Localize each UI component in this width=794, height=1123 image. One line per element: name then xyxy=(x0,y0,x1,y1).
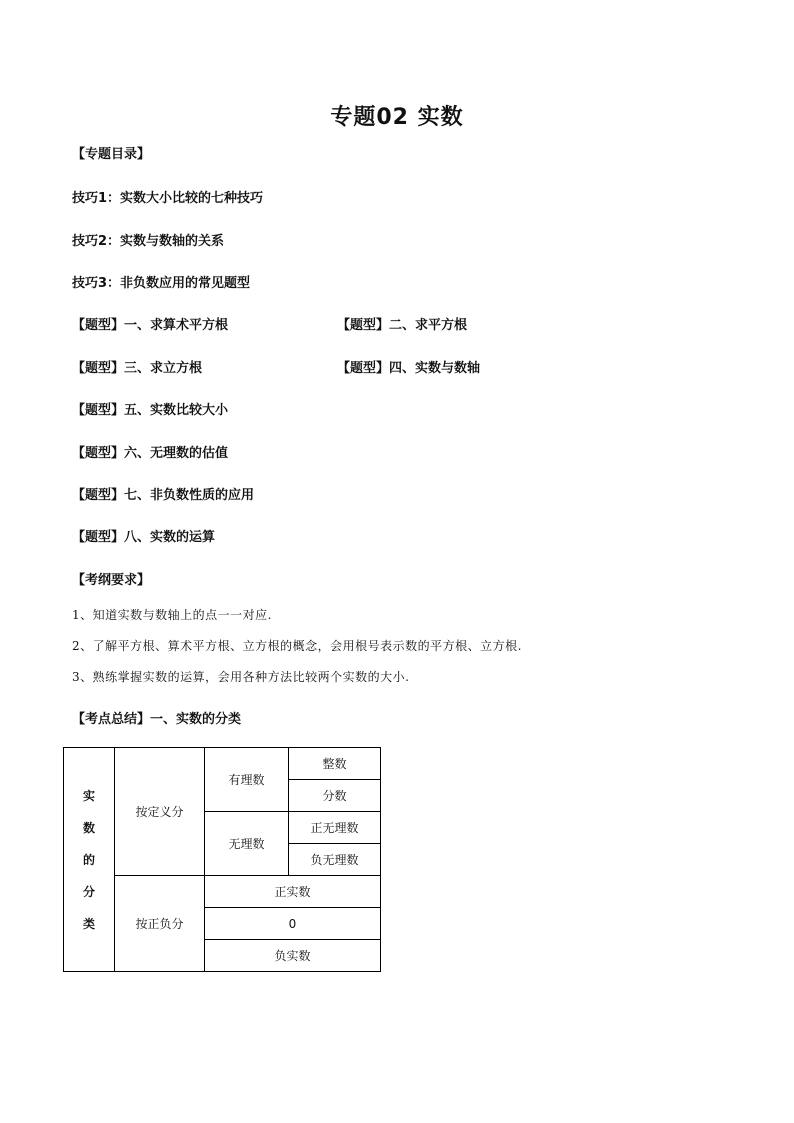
cell-zero: 0 xyxy=(205,908,381,940)
cell-negative-real: 负实数 xyxy=(205,940,381,972)
real-number-classification-table xyxy=(63,747,381,972)
topic-item: 【题型】二、求平方根 xyxy=(337,318,468,333)
topic-item: 【题型】一、求算术平方根 xyxy=(72,318,229,333)
row-header-char: 的 xyxy=(82,852,95,867)
summary-heading: 【考点总结】一、实数的分类 xyxy=(72,712,242,727)
cell-integer: 整数 xyxy=(289,748,381,780)
table-row-header xyxy=(64,748,115,972)
topic-row xyxy=(72,357,481,376)
requirement-item: 3、熟练掌握实数的运算，会用各种方法比较两个实数的大小. xyxy=(72,670,410,684)
catalog-heading: 【专题目录】 xyxy=(72,147,151,162)
cell-positive-irrational: 正无理数 xyxy=(289,812,381,844)
cell-by-definition: 按定义分 xyxy=(115,748,205,876)
skill-item: 技巧3：非负数应用的常见题型 xyxy=(72,276,251,291)
cell-rational: 有理数 xyxy=(205,748,289,812)
requirement-item: 1、知道实数与数轴上的点一一对应. xyxy=(72,608,272,622)
topic-item: 【题型】七、非负数性质的应用 xyxy=(72,488,255,503)
cell-by-sign: 按正负分 xyxy=(115,876,205,972)
skill-item: 技巧1：实数大小比较的七种技巧 xyxy=(72,191,264,206)
topic-item: 【题型】四、实数与数轴 xyxy=(337,361,481,376)
cell-irrational: 无理数 xyxy=(205,812,289,876)
page-title: 专题02 实数 xyxy=(330,105,464,130)
cell-negative-irrational: 负无理数 xyxy=(289,844,381,876)
requirement-item: 2、了解平方根、算术平方根、立方根的概念，会用根号表示数的平方根、立方根. xyxy=(72,639,522,653)
outline-heading: 【考纲要求】 xyxy=(72,573,151,588)
row-header-char: 实 xyxy=(82,788,95,803)
cell-fraction: 分数 xyxy=(289,780,381,812)
topic-item: 【题型】三、求立方根 xyxy=(72,361,203,376)
topic-row xyxy=(72,314,468,333)
skill-item: 技巧2：实数与数轴的关系 xyxy=(72,234,225,249)
row-header-char: 类 xyxy=(82,916,95,931)
topic-item: 【题型】八、实数的运算 xyxy=(72,530,216,545)
cell-positive-real: 正实数 xyxy=(205,876,381,908)
topic-item: 【题型】五、实数比较大小 xyxy=(72,403,229,418)
row-header-char: 分 xyxy=(82,884,95,899)
topic-item: 【题型】六、无理数的估值 xyxy=(72,446,229,461)
row-header-char: 数 xyxy=(82,820,95,835)
